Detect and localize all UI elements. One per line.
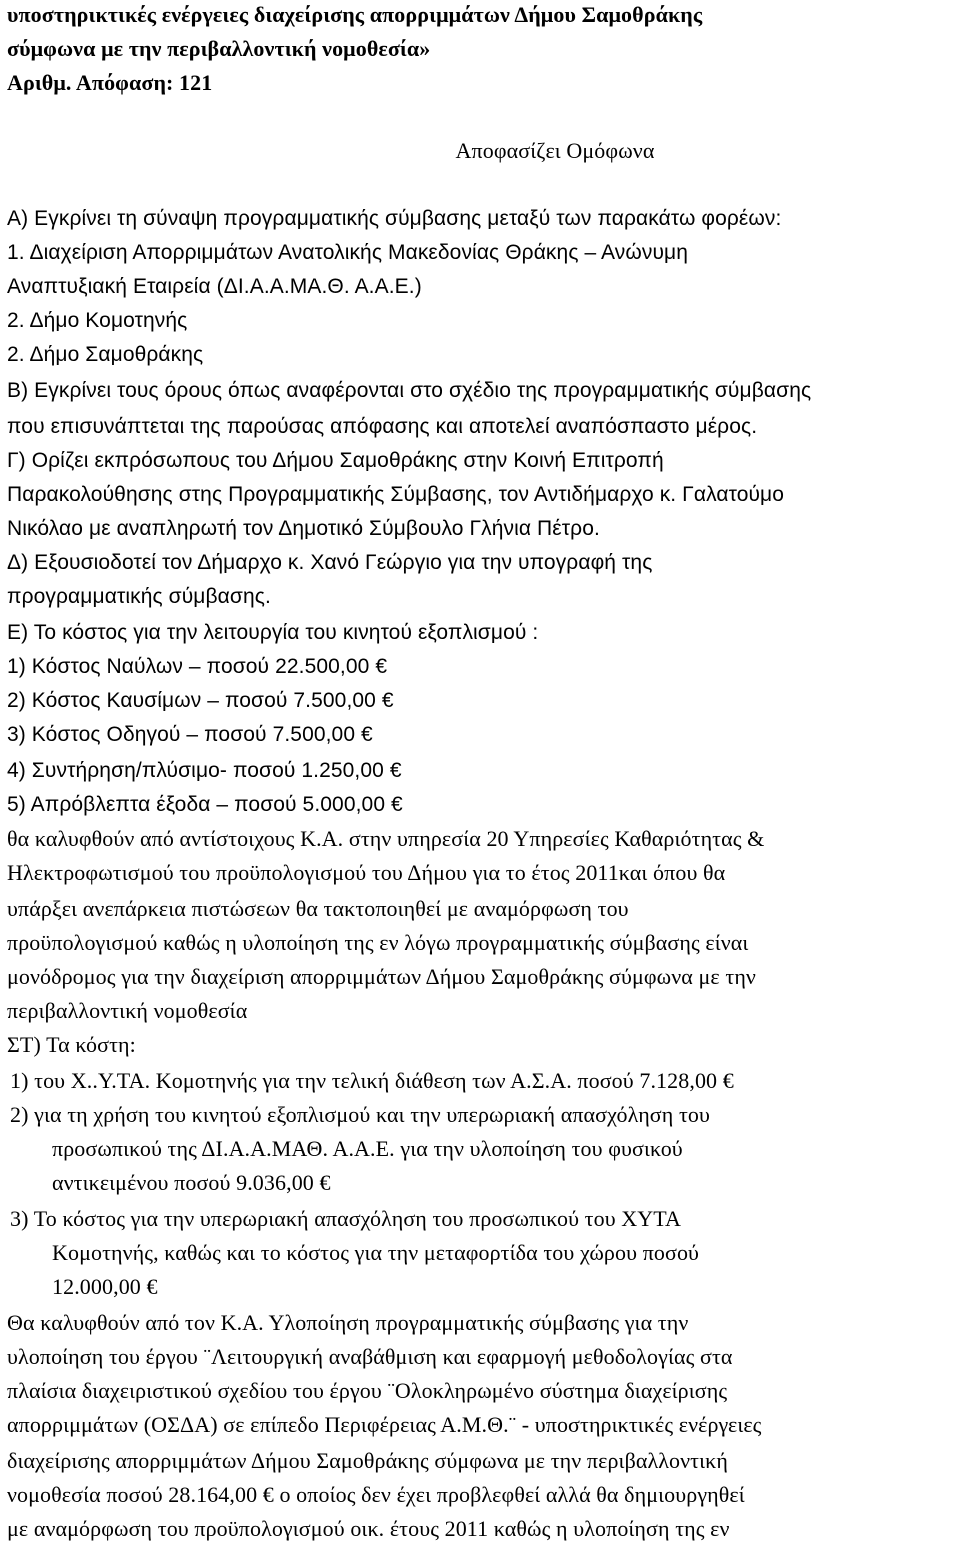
section-st-item-3-line-1: 3) Το κόστος για την υπερωριακή απασχόληση του προσωπικού του ΧΥΤΑ — [10, 1206, 682, 1231]
section-a-item-1-line-2: Αναπτυξιακή Εταιρεία (ΔΙ.Α.Α.ΜΑ.Θ. Α.Α.Ε.) — [7, 275, 422, 298]
section-c-line-2: Παρακολούθησης στης Προγραμματικής Σύμβασης, τον Αντιδήμαρχο κ. Γαλατούμο — [7, 483, 785, 506]
section-c-line-1: Γ) Ορίζει εκπρόσωπους του Δήμου Σαμοθράκης στην Κοινή Επιτροπή — [7, 449, 664, 472]
header-line-1: υποστηρικτικές ενέργειες διαχείρισης απορριμμάτων Δήμου Σαμοθράκης — [7, 2, 703, 27]
section-a-intro: Α) Εγκρίνει τη σύναψη προγραμματικής σύμβασης μεταξύ των παρακάτω φορέων: — [7, 207, 782, 230]
section-d-line-1: Δ) Εξουσιοδοτεί τον Δήμαρχο κ. Χανό Γεώργιο για την υπογραφή της — [7, 551, 653, 574]
section-a-item-2: 2. Δήμο Κομοτηνής — [7, 309, 188, 332]
funding-line-6: περιβαλλοντική νομοθεσία — [7, 998, 248, 1023]
closing-line-4: απορριμμάτων (ΟΣΔΑ) σε επίπεδο Περιφέρειας Α.Μ.Θ.¨ - υποστηρικτικές ενέργειες — [7, 1412, 762, 1437]
funding-line-5: μονόδρομος για την διαχείριση απορριμμάτων Δήμου Σαμοθράκης σύμφωνα με την — [7, 964, 756, 989]
section-a-item-1-line-1: 1. Διαχείριση Απορριμμάτων Ανατολικής Μακεδονίας Θράκης – Ανώνυμη — [7, 241, 689, 264]
cost-item-1: 1) Κόστος Ναύλων – ποσού 22.500,00 € — [7, 655, 388, 678]
closing-line-6: νομοθεσία ποσού 28.164,00 € ο οποίος δεν έχει προβλεφθεί αλλά θα δημιουργηθεί — [7, 1482, 745, 1507]
closing-line-7: με αναμόρφωση του προϋπολογισμού οικ. έτους 2011 καθώς η υλοποίηση της εν — [7, 1516, 730, 1541]
section-st-item-3-line-3: 12.000,00 € — [52, 1274, 158, 1299]
section-e-intro: Ε) Το κόστος για την λειτουργία του κινητού εξοπλισμού : — [7, 621, 539, 644]
closing-line-3: πλαίσια διαχειριστικού σχεδίου του έργου ¨Ολοκληρωμένο σύστημα διαχείρισης — [7, 1378, 728, 1403]
section-d-line-2: προγραμματικής σύμβασης. — [7, 585, 271, 608]
cost-item-4: 4) Συντήρηση/πλύσιμο- ποσού 1.250,00 € — [7, 759, 402, 782]
section-st-intro: ΣΤ) Τα κόστη: — [7, 1032, 136, 1057]
cost-item-3: 3) Κόστος Οδηγού – ποσού 7.500,00 € — [7, 723, 373, 746]
closing-line-5: διαχείρισης απορριμμάτων Δήμου Σαμοθράκης σύμφωνα με την περιβαλλοντική — [7, 1448, 728, 1473]
header-line-2: σύμφωνα με την περιβαλλοντική νομοθεσία» — [7, 36, 431, 61]
section-c-line-3: Νικόλαο με αναπληρωτή τον Δημοτικό Σύμβουλο Γλήνια Πέτρο. — [7, 517, 600, 540]
cost-item-2: 2) Κόστος Καυσίμων – ποσού 7.500,00 € — [7, 689, 394, 712]
decision-number: Αριθμ. Απόφαση: 121 — [7, 70, 213, 95]
section-a-item-3: 2. Δήμο Σαμοθράκης — [7, 343, 204, 366]
section-st-item-2-line-2: προσωπικού της ΔΙ.Α.Α.ΜΑΘ. Α.Α.Ε. για την υλοποίηση του φυσικού — [52, 1136, 683, 1161]
closing-line-1: Θα καλυφθούν από τον Κ.Α. Υλοποίηση προγραμματικής σύμβασης για την — [7, 1310, 689, 1335]
section-st-item-2-line-3: αντικειμένου ποσού 9.036,00 € — [52, 1170, 331, 1195]
funding-line-3: υπάρξει ανεπάρκεια πιστώσεων θα τακτοποιηθεί με αναμόρφωση του — [7, 896, 629, 921]
cost-item-5: 5) Απρόβλεπτα έξοδα – ποσού 5.000,00 € — [7, 793, 403, 816]
funding-line-1: θα καλυφθούν από αντίστοιχους Κ.Α. στην υπηρεσία 20 Υπηρεσίες Καθαριότητας & — [7, 826, 765, 851]
closing-line-2: υλοποίηση του έργου ¨Λειτουργική αναβάθμιση και εφαρμογή μεθοδολογίας στα — [7, 1344, 733, 1369]
section-b-line-1: Β) Εγκρίνει τους όρους όπως αναφέρονται στο σχέδιο της προγραμματικής σύμβασης — [7, 379, 812, 402]
decision-heading: Αποφασίζει Ομόφωνα — [455, 138, 655, 163]
funding-line-2: Ηλεκτροφωτισμού του προϋπολογισμού του Δήμου για το έτος 2011και όπου θα — [7, 860, 726, 885]
funding-line-4: προϋπολογισμού καθώς η υλοποίηση της εν λόγω προγραμματικής σύμβασης είναι — [7, 930, 749, 955]
section-st-item-1: 1) του Χ..Υ.ΤΑ. Κομοτηνής για την τελική διάθεση των Α.Σ.Α. ποσού 7.128,00 € — [10, 1068, 734, 1093]
section-st-item-3-line-2: Κομοτηνής, καθώς και το κόστος για την μεταφορτίδα του χώρου ποσού — [52, 1240, 700, 1265]
section-b-line-2: που επισυνάπτεται της παρούσας απόφασης και αποτελεί αναπόσπαστο μέρος. — [7, 415, 758, 438]
section-st-item-2-line-1: 2) για τη χρήση του κινητού εξοπλισμού και την υπερωριακή απασχόληση του — [10, 1102, 710, 1127]
